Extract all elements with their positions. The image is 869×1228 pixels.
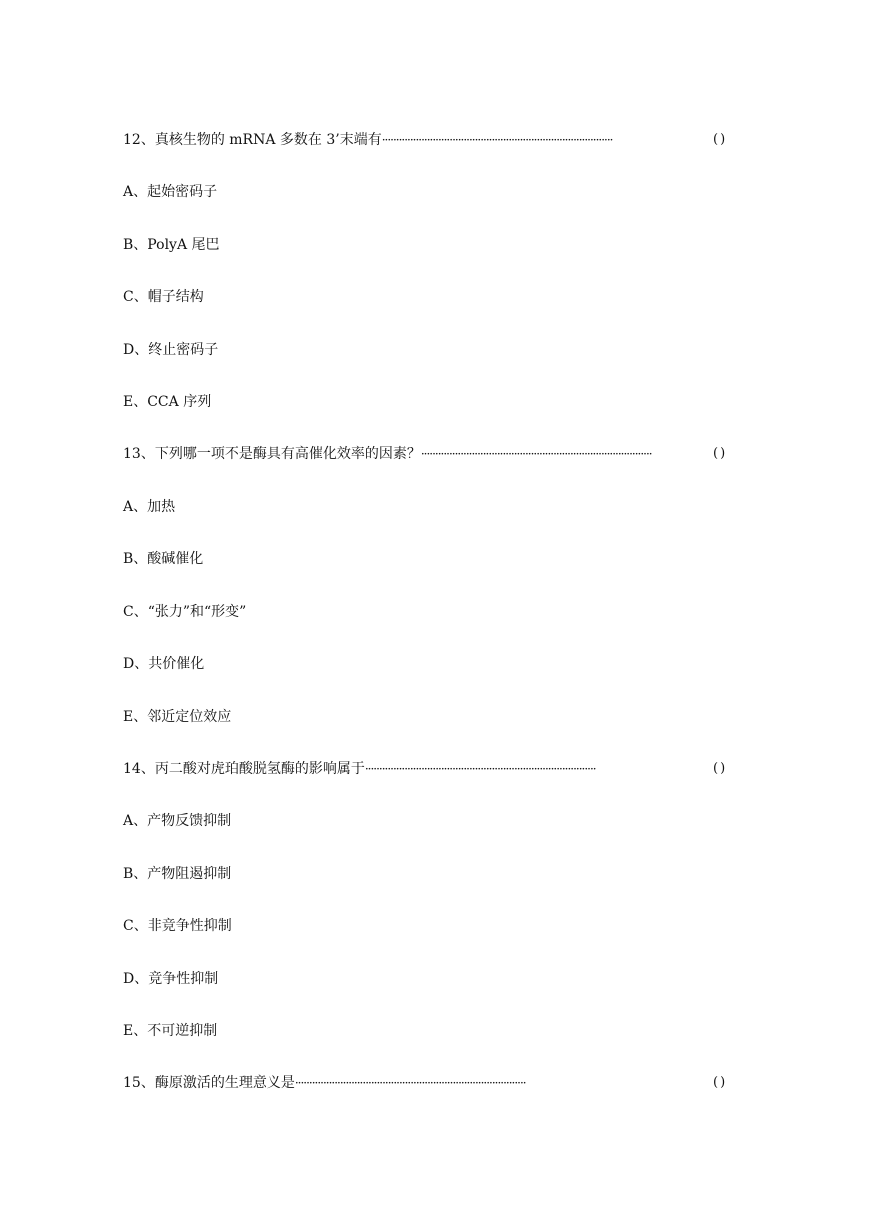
option-d: D、共价催化 <box>123 656 205 672</box>
question-12 <box>123 131 676 149</box>
answer-blank: () <box>713 446 728 461</box>
question-14 <box>123 760 676 778</box>
option-a: A、起始密码子 <box>123 184 218 200</box>
option-c: C、非竞争性抑制 <box>123 918 232 934</box>
dot-leader: ·················································································· <box>381 133 613 147</box>
question-text: 15、酶原激活的生理意义是 <box>123 1075 295 1091</box>
option-c: C、帽子结构 <box>123 289 204 305</box>
answer-blank: () <box>713 1075 728 1090</box>
option-c: C、“张力”和“形变” <box>123 604 247 620</box>
option-b: B、产物阻遏抑制 <box>123 866 232 882</box>
option-b: B、酸碱催化 <box>123 551 204 567</box>
dot-leader: ·················································································· <box>420 447 652 461</box>
question-text: 12、真核生物的 mRNA 多数在 3’末端有 <box>123 132 382 148</box>
option-a: A、产物反馈抑制 <box>123 813 232 829</box>
question-text: 14、丙二酸对虎珀酸脱氢酶的影响属于 <box>123 761 365 777</box>
option-e: E、CCA 序列 <box>123 394 212 410</box>
option-a: A、加热 <box>123 499 176 515</box>
answer-blank: () <box>713 761 728 776</box>
dot-leader: ·················································································· <box>364 762 596 776</box>
answer-blank: () <box>713 132 728 147</box>
option-e: E、不可逆抑制 <box>123 1023 218 1039</box>
dot-leader: ·················································································· <box>294 1076 526 1090</box>
question-13 <box>123 445 676 463</box>
option-d: D、竞争性抑制 <box>123 971 219 987</box>
option-e: E、邻近定位效应 <box>123 709 232 725</box>
option-d: D、终止密码子 <box>123 342 219 358</box>
question-15 <box>123 1074 676 1092</box>
question-text: 13、下列哪一项不是酶具有高催化效率的因素？ <box>123 446 421 462</box>
option-b: B、PolyA 尾巴 <box>123 237 220 253</box>
